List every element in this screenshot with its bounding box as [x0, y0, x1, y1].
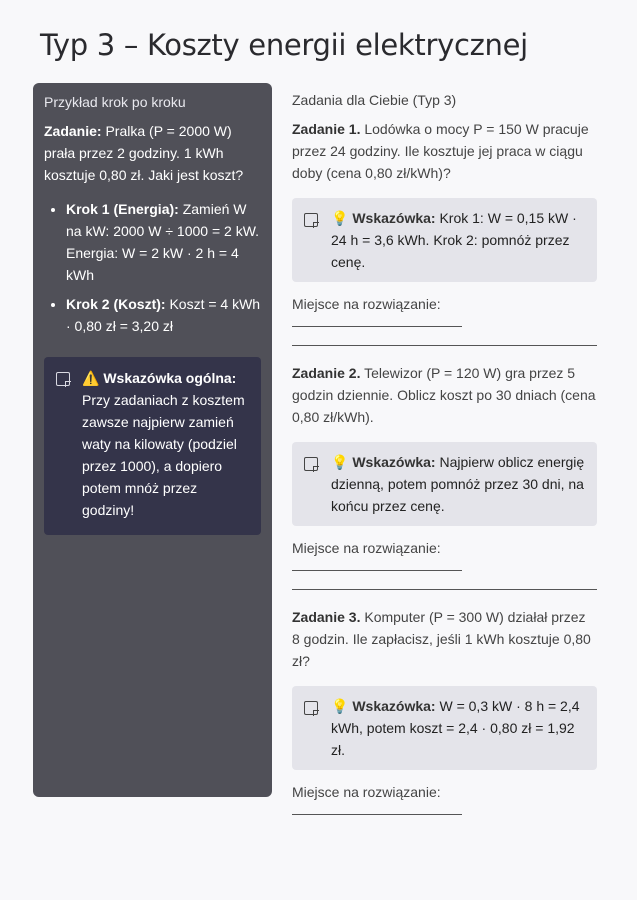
solution-label: Miejsce na rozwiązanie:: [292, 784, 441, 800]
task-label: Zadanie 1.: [292, 121, 361, 137]
hint-text: Najpierw oblicz energię dzienną, potem pomnóż przez 30 dni, na końcu przez cenę.: [331, 454, 585, 514]
note-icon: [304, 213, 318, 227]
step-text: Koszt = 4 kWh · 0,80 zł = 3,20 zł: [66, 296, 261, 334]
solution-label: Miejsce na rozwiązanie:: [292, 540, 441, 556]
answer-line[interactable]: [292, 556, 462, 571]
hint-box: [292, 442, 597, 526]
example-task: [44, 120, 261, 186]
step-label: Krok 2 (Koszt):: [66, 296, 166, 312]
task-label: Zadanie 2.: [292, 365, 361, 381]
solution-label: Miejsce na rozwiązanie:: [292, 296, 441, 312]
lightbulb-icon: 💡: [331, 698, 349, 714]
example-step: [66, 198, 261, 286]
divider: [292, 589, 597, 590]
step-label: Krok 1 (Energia):: [66, 201, 179, 217]
general-hint-box: [44, 357, 261, 535]
task-text: Lodówka o mocy P = 150 W pracuje przez 24 godziny. Ile kosztuje jej praca w ciągu doby (cena 0,80 zł/kWh)?: [292, 121, 589, 181]
warning-icon: ⚠️: [82, 370, 100, 386]
answer-line[interactable]: [292, 800, 462, 815]
hint-text: Krok 1: W = 0,15 kW · 24 h = 3,6 kWh. Krok 2: pomnóż przez cenę.: [331, 210, 577, 270]
lightbulb-icon: 💡: [331, 454, 349, 470]
hint-box: [292, 198, 597, 282]
example-heading: Przykład krok po kroku: [44, 94, 186, 110]
step-text: Zamień W na kW: 2000 W ÷ 1000 = 2 kW. Energia: W = 2 kW · 2 h = 4 kWh: [66, 201, 260, 283]
example-task-text: Pralka (P = 2000 W) prała przez 2 godziny. 1 kWh kosztuje 0,80 zł. Jaki jest koszt?: [44, 123, 244, 183]
hint-label: Wskazówka:: [352, 210, 436, 226]
note-icon: [304, 701, 318, 715]
exercises-heading: Zadania dla Ciebie (Typ 3): [292, 92, 457, 108]
example-step: [66, 293, 261, 337]
hint-label: Wskazówka:: [352, 454, 436, 470]
exercises-panel: [292, 92, 597, 815]
lightbulb-icon: 💡: [331, 210, 349, 226]
note-icon: [56, 372, 70, 386]
hint-label: Wskazówka:: [352, 698, 436, 714]
task-text: Telewizor (P = 120 W) gra przez 5 godzin dziennie. Oblicz koszt po 30 dniach (cena 0,80 zł/kWh).: [292, 365, 596, 425]
note-icon: [304, 457, 318, 471]
hint-box: [292, 686, 597, 770]
answer-line[interactable]: [292, 312, 462, 327]
divider: [292, 345, 597, 346]
example-steps: [44, 198, 261, 337]
general-hint-text: Przy zadaniach z kosztem zawsze najpierw zamień waty na kilowaty (podziel przez 1000), a dopiero potem mnóż przez godziny!: [82, 392, 245, 518]
page-title: Typ 3 – Koszty energii elektrycznej: [40, 28, 528, 62]
task-text: Komputer (P = 300 W) działał przez 8 godzin. Ile zapłacisz, jeśli 1 kWh kosztuje 0,80 zł?: [292, 609, 591, 669]
exercise-task-1: [292, 118, 597, 327]
hint-text: W = 0,3 kW · 8 h = 2,4 kWh, potem koszt = 2,4 · 0,80 zł = 1,92 zł.: [331, 698, 580, 758]
task-label: Zadanie 3.: [292, 609, 361, 625]
example-task-label: Zadanie:: [44, 123, 102, 139]
general-hint-label: Wskazówka ogólna:: [103, 370, 237, 386]
exercise-task-2: [292, 362, 597, 571]
example-panel: [33, 83, 272, 797]
exercise-task-3: [292, 606, 597, 815]
